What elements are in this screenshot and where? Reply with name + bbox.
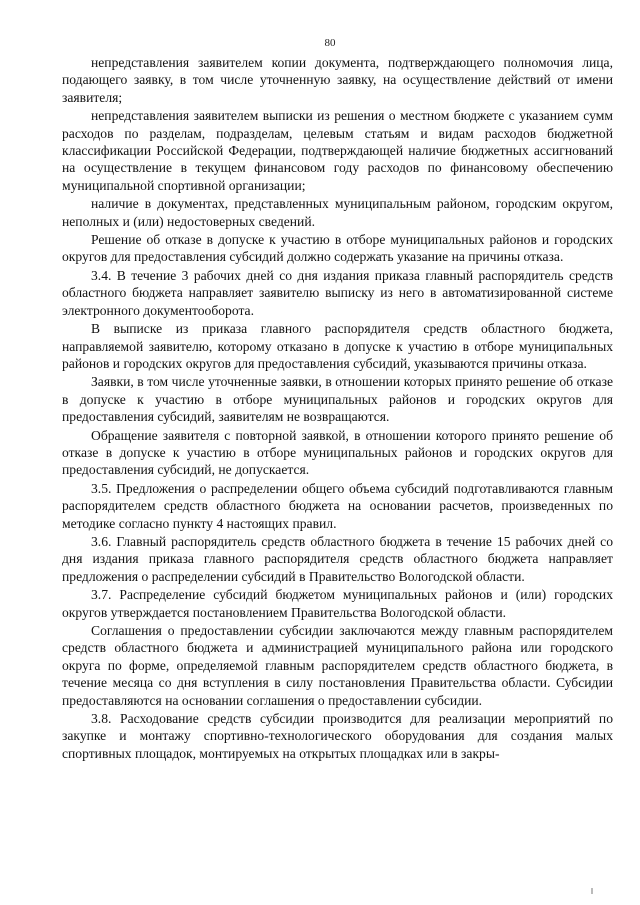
- paragraph: В выписке из приказа главного распорядителя средств областного бюджета, направляемой заявителю, которому отказано в допуске к участию в отборе муниципальных районов и городских округов для предоставления субсидий, указываются причины отказа.: [62, 321, 613, 371]
- scan-mark: [591, 888, 593, 894]
- page-number: 80: [324, 37, 336, 49]
- paragraph: Соглашения о предоставлении субсидии заключаются между главным распорядителем средств областного бюджета и администрацией муниципального района или городского округа по форме, определяемой главным распорядителем средств областного бюджета, в течение месяца со дня вступления в силу постановления Правительства области. Субсидии предоставляются на основании соглашения о предоставлении субсидии.: [62, 623, 613, 708]
- paragraph: Заявки, в том числе уточненные заявки, в отношении которых принято решение об отказе в допуске к участию в отборе муниципальных районов и городских округов для предоставления субсидий, заявителям не возвращаются.: [62, 374, 613, 425]
- document-body: [62, 54, 613, 763]
- paragraph-3-4: 3.4. В течение 3 рабочих дней со дня издания приказа главный распорядитель средств областного бюджета направляет заявителю выписку из него в автоматизированной системе электронного документооборота.: [62, 267, 613, 318]
- paragraph: непредставления заявителем выписки из решения о местном бюджете с указанием сумм расходов по разделам, подразделам, целевым статьям и видам расходов бюджетной классификации Российской Федерации, подтверждающей наличие бюджетных ассигнований на осуществление в текущем финансовом году расходов по финансовому обеспечению муниципальной спортивной организации;: [62, 108, 613, 193]
- paragraph: наличие в документах, представленных муниципальным районом, городским округом, неполных и (или) недостоверных сведений.: [62, 196, 613, 229]
- paragraph: Решение об отказе в допуске к участию в отборе муниципальных районов и городских округов для предоставления субсидий должно содержать указание на причины отказа.: [62, 232, 613, 265]
- paragraph-3-8: 3.8. Расходование средств субсидии производится для реализации мероприятий по закупке и монтажу спортивно-технологического оборудования для создания малых спортивных площадок, монтируемых на открытых площадках или в закры-: [62, 711, 613, 761]
- paragraph-3-6: 3.6. Главный распорядитель средств областного бюджета в течение 15 рабочих дней со дня издания приказа главного распорядителя средств областного бюджета направляет предложения о распределении субсидий в Правительство Вологодской области.: [62, 533, 613, 584]
- paragraph-3-7: 3.7. Распределение субсидий бюджетом муниципальных районов и (или) городских округов утверждается постановлением Правительства Вологодской области.: [62, 587, 613, 620]
- paragraph-3-5: 3.5. Предложения о распределении общего объема субсидий подготавливаются главным распорядителем средств областного бюджета на основании расчетов, произведенных по методике согласно пункту 4 настоящих правил.: [62, 480, 613, 531]
- paragraph: непредставления заявителем копии документа, подтверждающего полномочия лица, подающего заявку, в том числе уточненную заявку, на осуществление действий от имени заявителя;: [62, 55, 613, 105]
- paragraph: Обращение заявителя с повторной заявкой, в отношении которого принято решение об отказе в допуске к участию в отборе муниципальных районов и городских округов для предоставления субсидий, не допускается.: [62, 427, 613, 478]
